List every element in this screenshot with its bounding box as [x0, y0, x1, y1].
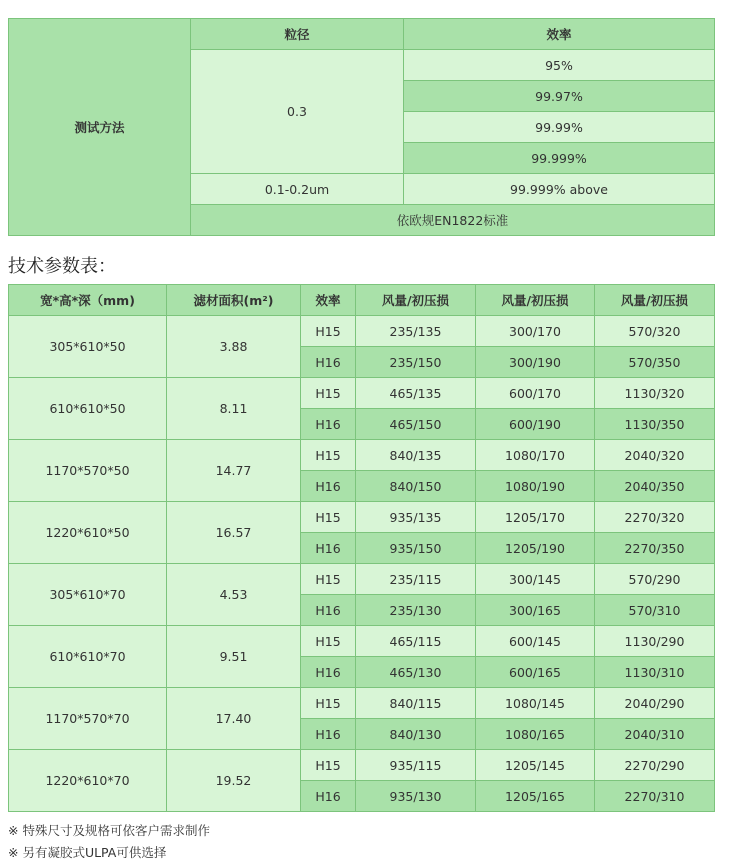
airflow-cell-1: 465/130: [356, 657, 476, 688]
airflow-cell-3: 570/290: [595, 564, 715, 595]
airflow-cell-2: 1080/145: [476, 688, 595, 719]
col-header-efficiency: 效率: [301, 285, 356, 316]
table-row: [9, 750, 715, 781]
airflow-cell-1: 235/130: [356, 595, 476, 626]
airflow-cell-2: 300/165: [476, 595, 595, 626]
table-row: [9, 688, 715, 719]
grade-cell: H15: [301, 688, 356, 719]
particle-size-main: 0.3: [191, 50, 404, 174]
airflow-cell-2: 1080/190: [476, 471, 595, 502]
grade-cell: H15: [301, 626, 356, 657]
airflow-cell-2: 1080/165: [476, 719, 595, 750]
size-cell: 305*610*50: [9, 316, 167, 378]
grade-cell: H16: [301, 657, 356, 688]
airflow-cell-2: 1205/145: [476, 750, 595, 781]
grade-cell: H15: [301, 564, 356, 595]
grade-cell: H15: [301, 378, 356, 409]
table-row: [9, 378, 715, 409]
grade-cell: H15: [301, 502, 356, 533]
table-row: [9, 626, 715, 657]
airflow-cell-1: 935/115: [356, 750, 476, 781]
airflow-cell-2: 1205/190: [476, 533, 595, 564]
airflow-cell-3: 570/320: [595, 316, 715, 347]
note-ulpa: ※ 另有凝胶式ULPA可供选择: [8, 845, 167, 860]
size-cell: 1220*610*70: [9, 750, 167, 812]
grade-cell: H16: [301, 471, 356, 502]
col-header-airflow-3: 风量/初压损: [595, 285, 715, 316]
table-row: [9, 316, 715, 347]
efficiency-value: 99.999%: [404, 143, 715, 174]
particle-size-header: 粒径: [191, 19, 404, 50]
area-cell: 19.52: [167, 750, 301, 812]
size-cell: 305*610*70: [9, 564, 167, 626]
area-cell: 16.57: [167, 502, 301, 564]
airflow-cell-2: 300/170: [476, 316, 595, 347]
airflow-cell-1: 935/150: [356, 533, 476, 564]
airflow-cell-2: 300/190: [476, 347, 595, 378]
airflow-cell-2: 600/165: [476, 657, 595, 688]
airflow-cell-1: 935/135: [356, 502, 476, 533]
airflow-cell-1: 235/150: [356, 347, 476, 378]
airflow-cell-1: 235/135: [356, 316, 476, 347]
table-row: [9, 502, 715, 533]
airflow-cell-1: 840/115: [356, 688, 476, 719]
col-header-airflow-2: 风量/初压损: [476, 285, 595, 316]
col-header-area: 滤材面积(m²): [167, 285, 301, 316]
airflow-cell-2: 600/170: [476, 378, 595, 409]
size-cell: 1170*570*70: [9, 688, 167, 750]
airflow-cell-3: 1130/350: [595, 409, 715, 440]
area-cell: 17.40: [167, 688, 301, 750]
note-custom: ※ 特殊尺寸及规格可依客户需求制作: [8, 823, 210, 838]
grade-cell: H16: [301, 409, 356, 440]
area-cell: 9.51: [167, 626, 301, 688]
spec-heading: 技术参数表：: [8, 256, 116, 277]
airflow-cell-3: 1130/310: [595, 657, 715, 688]
airflow-cell-3: 2040/310: [595, 719, 715, 750]
grade-cell: H15: [301, 440, 356, 471]
spec-table: [8, 284, 715, 812]
efficiency-value: 99.99%: [404, 112, 715, 143]
airflow-cell-2: 1205/170: [476, 502, 595, 533]
particle-size-small: 0.1-0.2um: [191, 174, 404, 205]
table-row: [9, 564, 715, 595]
airflow-cell-3: 2270/310: [595, 781, 715, 812]
airflow-cell-2: 1205/165: [476, 781, 595, 812]
size-cell: 610*610*50: [9, 378, 167, 440]
grade-cell: H16: [301, 347, 356, 378]
spec-header-row: [9, 285, 715, 316]
size-cell: 1220*610*50: [9, 502, 167, 564]
airflow-cell-2: 600/190: [476, 409, 595, 440]
airflow-cell-1: 935/130: [356, 781, 476, 812]
area-cell: 8.11: [167, 378, 301, 440]
airflow-cell-1: 465/135: [356, 378, 476, 409]
size-cell: 610*610*70: [9, 626, 167, 688]
airflow-cell-1: 840/135: [356, 440, 476, 471]
grade-cell: H16: [301, 533, 356, 564]
airflow-cell-3: 2270/320: [595, 502, 715, 533]
efficiency-small: 99.999% above: [404, 174, 715, 205]
airflow-cell-3: 2270/350: [595, 533, 715, 564]
airflow-cell-1: 465/115: [356, 626, 476, 657]
airflow-cell-1: 235/115: [356, 564, 476, 595]
col-header-airflow-1: 风量/初压损: [356, 285, 476, 316]
grade-cell: H16: [301, 781, 356, 812]
test-method-table: [8, 18, 715, 236]
col-header-size: 宽*高*深（mm): [9, 285, 167, 316]
size-cell: 1170*570*50: [9, 440, 167, 502]
standard-note: 依欧规EN1822标准: [191, 205, 715, 236]
airflow-cell-3: 2040/320: [595, 440, 715, 471]
area-cell: 14.77: [167, 440, 301, 502]
airflow-cell-3: 1130/290: [595, 626, 715, 657]
airflow-cell-2: 600/145: [476, 626, 595, 657]
airflow-cell-1: 465/150: [356, 409, 476, 440]
airflow-cell-3: 2040/290: [595, 688, 715, 719]
table-row: [9, 440, 715, 471]
airflow-cell-3: 2040/350: [595, 471, 715, 502]
airflow-cell-3: 570/310: [595, 595, 715, 626]
airflow-cell-3: 2270/290: [595, 750, 715, 781]
airflow-cell-3: 1130/320: [595, 378, 715, 409]
efficiency-header: 效率: [404, 19, 715, 50]
airflow-cell-2: 1080/170: [476, 440, 595, 471]
grade-cell: H16: [301, 595, 356, 626]
airflow-cell-2: 300/145: [476, 564, 595, 595]
airflow-cell-3: 570/350: [595, 347, 715, 378]
area-cell: 4.53: [167, 564, 301, 626]
area-cell: 3.88: [167, 316, 301, 378]
airflow-cell-1: 840/150: [356, 471, 476, 502]
airflow-cell-1: 840/130: [356, 719, 476, 750]
grade-cell: H15: [301, 316, 356, 347]
grade-cell: H15: [301, 750, 356, 781]
spec-body: [9, 316, 715, 812]
efficiency-value: 99.97%: [404, 81, 715, 112]
grade-cell: H16: [301, 719, 356, 750]
test-method-label: 测试方法: [9, 19, 191, 236]
efficiency-value: 95%: [404, 50, 715, 81]
